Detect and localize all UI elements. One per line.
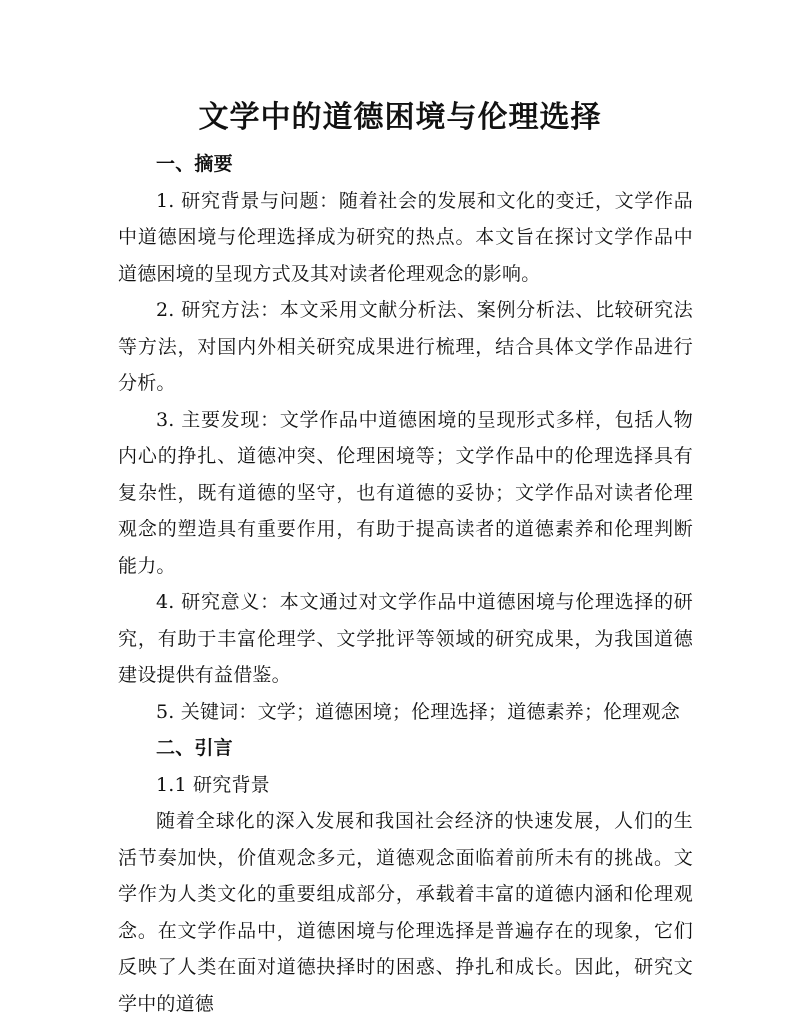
document-title: 文学中的道德困境与伦理选择	[198, 100, 602, 135]
body-paragraph: 1. 研究背景与问题：随着社会的发展和文化的变迁，文学作品中道德困境与伦理选择成为研究的热点。本文旨在探讨文学作品中道德困境的呈现方式及其对读者伦理观念的影响。	[118, 189, 693, 285]
body-paragraph: 5. 关键词：文学；道德困境；伦理选择；道德素养；伦理观念	[156, 700, 680, 723]
body-paragraph: 4. 研究意义：本文通过对文学作品中道德困境与伦理选择的研究，有助于丰富伦理学、文学批评等领域的研究成果，为我国道德建设提供有益借鉴。	[118, 591, 693, 686]
section-heading: 二、引言	[156, 737, 233, 759]
document-body	[118, 146, 693, 1022]
body-paragraph: 3. 主要发现：文学作品中道德困境的呈现形式多样，包括人物内心的挣扎、道德冲突、伦理困境等；文学作品中的伦理选择具有复杂性，既有道德的坚守，也有道德的妥协；文学作品对读者伦理观念的塑造具有重要作用，有助于提高读者的道德素养和伦理判断能力。	[118, 408, 693, 577]
body-paragraph: 随着全球化的深入发展和我国社会经济的快速发展，人们的生活节奏加快，价值观念多元，道德观念面临着前所未有的挑战。文学作为人类文化的重要组成部分，承载着丰富的道德内涵和伦理观念。在文学作品中，道德困境与伦理选择是普遍存在的现象，它们反映了人类在面对道德抉择时的困惑、挣扎和成长。因此，研究文学中的道德	[118, 810, 693, 1015]
body-paragraph: 1.1 研究背景	[156, 773, 270, 796]
section-heading: 一、摘要	[156, 153, 233, 175]
body-paragraph: 2. 研究方法：本文采用文献分析法、案例分析法、比较研究法等方法，对国内外相关研究成果进行梳理，结合具体文学作品进行分析。	[118, 299, 693, 394]
